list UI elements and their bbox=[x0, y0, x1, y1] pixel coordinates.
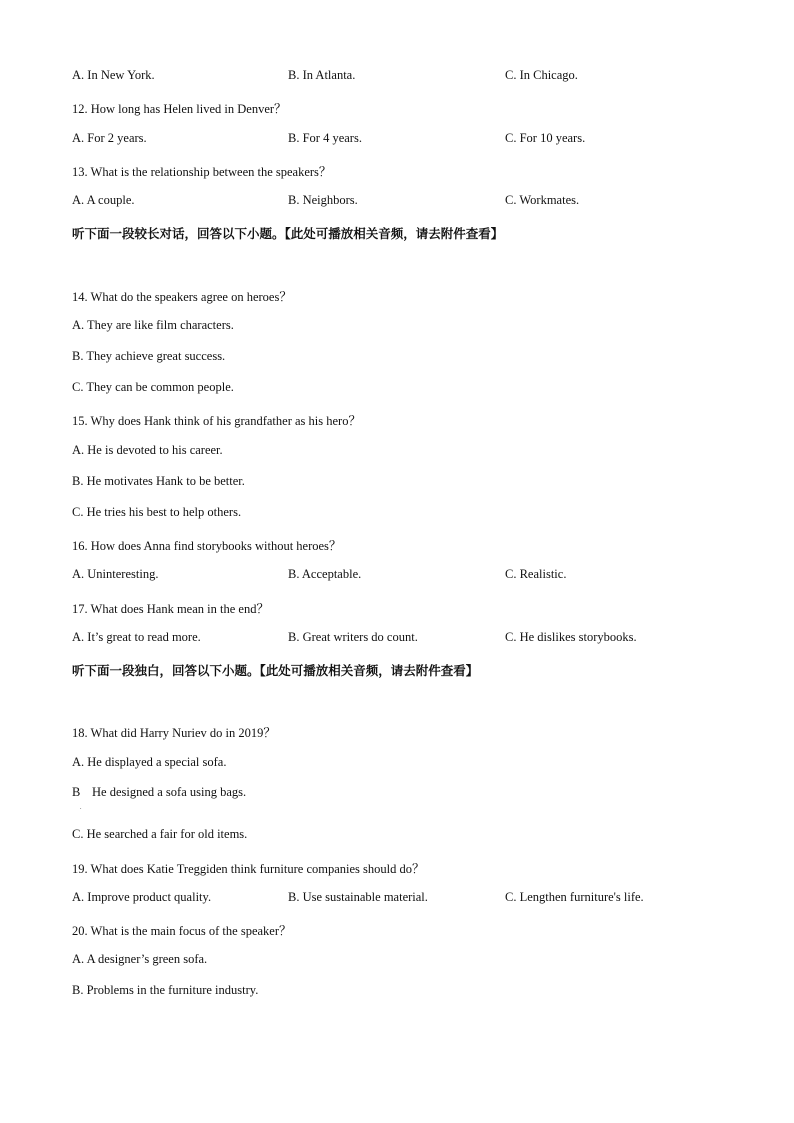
q16-option-b: B. Acceptable. bbox=[288, 567, 362, 581]
q18-option-c: C. He searched a fair for old items. bbox=[72, 827, 248, 841]
q16-stem: 16. How does Anna find storybooks without heroes？ bbox=[72, 539, 342, 553]
listening-instruction-dialogue: 听下面一段较长对话，回答以下小题。【此处可播放相关音频，请去附件查看】 bbox=[72, 226, 504, 241]
q18-option-b: He designed a sofa using bags. bbox=[92, 785, 247, 799]
q17-option-a: A. It’s great to read more. bbox=[72, 630, 201, 644]
q11-option-a: A. In New York. bbox=[72, 68, 155, 82]
q19-option-c: C. Lengthen furniture's life. bbox=[505, 890, 644, 904]
stray-dot: . bbox=[80, 805, 82, 811]
q12-option-b: B. For 4 years. bbox=[288, 131, 362, 145]
q14-option-c: C. They can be common people. bbox=[72, 380, 234, 394]
q16-option-a: A. Uninteresting. bbox=[72, 567, 159, 581]
q19-option-a: A. Improve product quality. bbox=[72, 890, 212, 904]
q17-stem: 17. What does Hank mean in the end？ bbox=[72, 602, 269, 616]
q15-option-b: B. He motivates Hank to be better. bbox=[72, 474, 245, 488]
q13-stem: 13. What is the relationship between the speakers？ bbox=[72, 165, 332, 179]
q18-option-b-letter: B bbox=[72, 785, 81, 799]
q11-option-c: C. In Chicago. bbox=[505, 68, 578, 82]
q12-option-a: A. For 2 years. bbox=[72, 131, 147, 145]
q17-option-b: B. Great writers do count. bbox=[288, 630, 418, 644]
q13-option-b: B. Neighbors. bbox=[288, 193, 358, 207]
q15-stem: 15. Why does Hank think of his grandfather as his hero？ bbox=[72, 414, 361, 428]
q14-option-a: A. They are like film characters. bbox=[72, 318, 234, 332]
q20-stem: 20. What is the main focus of the speaker？ bbox=[72, 924, 292, 938]
listening-instruction-monologue: 听下面一段独白，回答以下小题。【此处可播放相关音频，请去附件查看】 bbox=[72, 663, 479, 678]
q11-option-b: B. In Atlanta. bbox=[288, 68, 356, 82]
q14-option-b: B. They achieve great success. bbox=[72, 349, 226, 363]
q13-option-a: A. A couple. bbox=[72, 193, 135, 207]
q18-stem: 18. What did Harry Nuriev do in 2019？ bbox=[72, 726, 276, 740]
q16-option-c: C. Realistic. bbox=[505, 567, 567, 581]
q20-option-b: B. Problems in the furniture industry. bbox=[72, 983, 259, 997]
q19-stem: 19. What does Katie Treggiden think furniture companies should do？ bbox=[72, 862, 425, 876]
q14-stem: 14. What do the speakers agree on heroes？ bbox=[72, 290, 292, 304]
q12-stem: 12. How long has Helen lived in Denver？ bbox=[72, 102, 287, 116]
q19-option-b: B. Use sustainable material. bbox=[288, 890, 428, 904]
q20-option-a: A. A designer’s green sofa. bbox=[72, 952, 208, 966]
q18-option-a: A. He displayed a special sofa. bbox=[72, 755, 227, 769]
q17-option-c: C. He dislikes storybooks. bbox=[505, 630, 637, 644]
q13-option-c: C. Workmates. bbox=[505, 193, 580, 207]
q12-option-c: C. For 10 years. bbox=[505, 131, 586, 145]
q15-option-c: C. He tries his best to help others. bbox=[72, 505, 242, 519]
q15-option-a: A. He is devoted to his career. bbox=[72, 443, 223, 457]
